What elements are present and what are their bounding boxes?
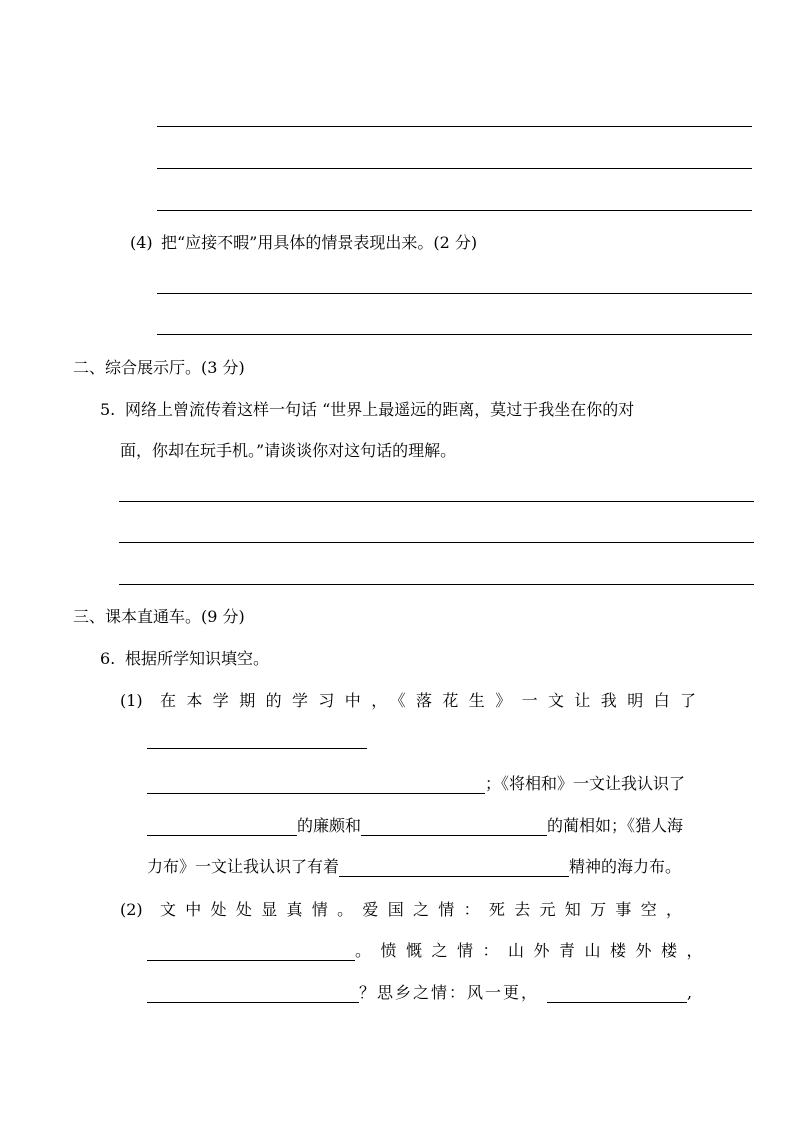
part-1-number: (1) — [120, 691, 143, 710]
fill-blank[interactable] — [147, 985, 359, 1003]
fill-blank[interactable] — [147, 776, 485, 794]
part-1-line5-text2: 精神的海力布。 — [569, 857, 682, 876]
answer-line[interactable] — [119, 542, 754, 543]
question-5-text-line1: 网络上曾流传着这样一句话 “世界上最遥远的距离，莫过于我坐在你的对 — [125, 400, 635, 419]
answer-line[interactable] — [157, 126, 752, 127]
answer-line[interactable] — [157, 168, 752, 169]
part-1-line3 — [147, 774, 685, 794]
part-1-line1: 在本学期的学习中，《落花生》一文让我明白了 — [160, 691, 707, 710]
part-2-line3-end: , — [687, 983, 693, 1002]
part-2-number: (2) — [120, 900, 143, 919]
fill-blank[interactable] — [547, 985, 687, 1003]
part-2-line3-text: ？思乡之情：风一更， — [359, 983, 540, 1002]
part-2-line2 — [147, 941, 712, 961]
question-5-number: 5. — [100, 400, 116, 419]
fill-blank[interactable] — [361, 818, 547, 836]
answer-line[interactable] — [157, 293, 752, 294]
fill-blank[interactable] — [147, 818, 297, 836]
section-3-title: 三、课本直通车。(9 分) — [73, 607, 245, 626]
part-2-line1: 文中处处显真情。爱国之情：死去元知万事空， — [160, 900, 692, 919]
fill-blank[interactable] — [147, 748, 367, 749]
question-4-number: (4) — [130, 233, 153, 252]
part-1-line4 — [147, 816, 683, 836]
part-1-line3-text: ；《将相和》一文让我认识了 — [485, 774, 686, 793]
question-6-text: 根据所学知识填空。 — [125, 649, 270, 668]
part-1-line5 — [147, 857, 681, 877]
fill-blank[interactable] — [147, 943, 355, 961]
part-2-line2-text: 。愤慨之情：山外青山楼外楼， — [355, 941, 713, 960]
part-2-line3 — [147, 983, 692, 1003]
answer-line[interactable] — [119, 584, 754, 585]
answer-line[interactable] — [157, 210, 752, 211]
part-1-line5-text1: 力布》一文让我认识了有着 — [147, 857, 340, 876]
question-6-number: 6. — [100, 649, 116, 668]
section-2-title: 二、综合展示厅。(3 分) — [73, 358, 245, 377]
part-1-line4-text1: 的廉颇和 — [297, 816, 362, 835]
question-4-text: 把“应接不暇”用具体的情景表现出来。(2 分) — [161, 233, 478, 252]
part-1-line4-text2: 的蔺相如；《猎人海 — [547, 816, 684, 835]
answer-line[interactable] — [157, 334, 752, 335]
fill-blank[interactable] — [339, 859, 569, 877]
answer-line[interactable] — [119, 501, 754, 502]
question-5-text-line2: 面，你却在玩手机。”请谈谈你对这句话的理解。 — [120, 441, 457, 460]
